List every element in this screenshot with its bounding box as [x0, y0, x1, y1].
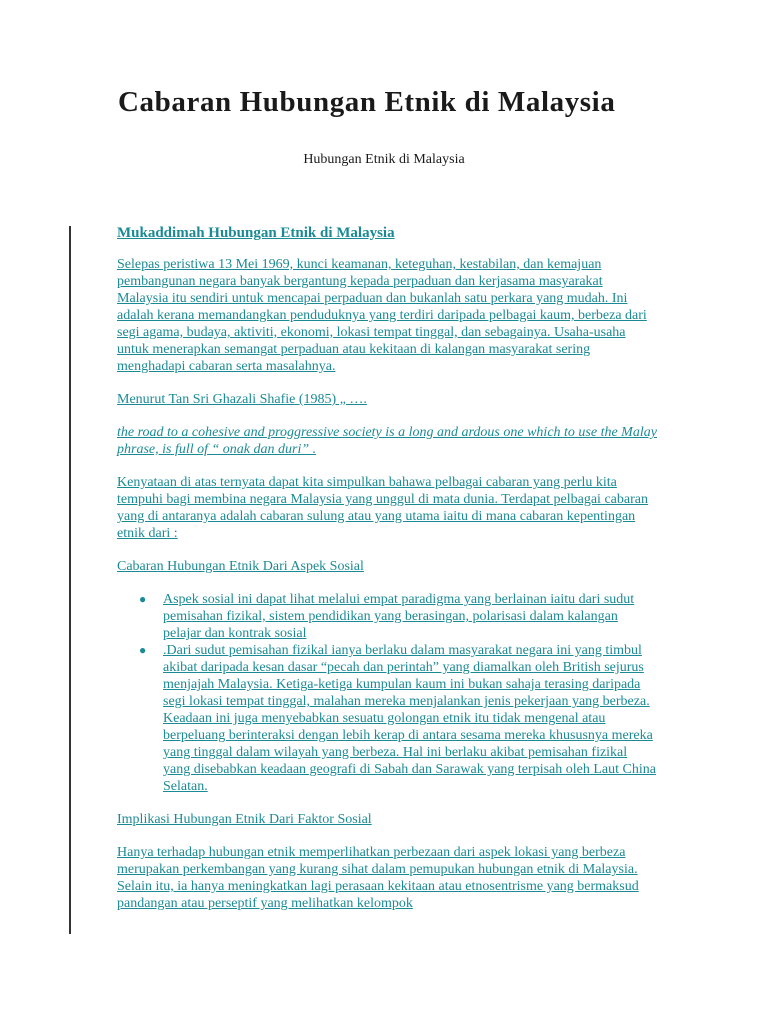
section-heading-link[interactable]: Mukaddimah Hubungan Etnik di Malaysia [117, 225, 395, 241]
quote-link[interactable]: the road to a cohesive and proggressive society is a long and ardous one which to use the Malay phrase, is full of “ onak dan duri” . [117, 425, 657, 457]
list-item[interactable] [139, 642, 657, 795]
paragraph-summary-link[interactable]: Kenyataan di atas ternyata dapat kita simpulkan bahawa pelbagai cabaran yang perlu kita tempuhi bagi membina negara Malaysia yang unggul di mata dunia. Terdapat pelbagai cabaran yang di antaranya adalah cabaran sulung atau yang utama iaitu di mana cabaran kepentingan etnik dari : [117, 475, 648, 541]
document-body [117, 225, 657, 928]
list-item-text[interactable]: Aspek sosial ini dapat lihat melalui empat paradigma yang berlainan iaitu dari sudut pemisahan fizikal, sistem pendidikan yang berasingan, polarisasi dalam kalangan pelajar dan kontrak sosial [163, 592, 635, 641]
paragraph-intro-link[interactable]: Selepas peristiwa 13 Mei 1969, kunci keamanan, keteguhan, kestabilan, dan kemajuan pembangunan negara banyak bergantung kepada perpaduan dan kerjasama masyarakat Malaysia itu sendiri untuk mencapai perpaduan dan bukanlah satu perkara yang mudah. Ini adalah kerana memandangkan penduduknya yang terdiri daripada pelbagai kaum, berbeza dari segi agama, budaya, aktiviti, ekonomi, lokasi tempat tinggal, dan sebagainya. Usaha-usaha untuk menerapkan semangat perpaduan atau kekitaan di kalangan masyarakat sering menghadapi cabaran serta masalahnya. [117, 257, 647, 374]
paragraph-citation-link[interactable]: Menurut Tan Sri Ghazali Shafie (1985) „ …. [117, 392, 367, 407]
bullet-icon: ● [139, 592, 147, 606]
list-item[interactable] [139, 591, 657, 642]
bullet-list [117, 591, 657, 795]
bullet-icon: ● [139, 643, 147, 657]
document-title: Cabaran Hubungan Etnik di Malaysia [118, 86, 616, 118]
subheading-implication-link[interactable]: Implikasi Hubungan Etnik Dari Faktor Sosial [117, 812, 372, 827]
document-subtitle: Hubungan Etnik di Malaysia [303, 152, 465, 167]
subheading-social-link[interactable]: Cabaran Hubungan Etnik Dari Aspek Sosial [117, 559, 364, 574]
paragraph-implication-link[interactable]: Hanya terhadap hubungan etnik memperlihatkan perbezaan dari aspek lokasi yang berbeza merupakan perkembangan yang kurang sihat dalam pemupukan hubungan etnik di Malaysia. Selain itu, ia hanya meningkatkan lagi perasaan kekitaan atau etnosentrisme yang bermaksud pandangan atau perseptif yang melihatkan kelompok [117, 845, 639, 911]
list-item-text[interactable]: .Dari sudut pemisahan fizikal ianya berlaku dalam masyarakat negara ini yang timbul akibat daripada kesan dasar “pecah dan perintah” yang diamalkan oleh British sejurus menjajah Malaysia. Ketiga-ketiga kumpulan kaum ini bukan sahaja terasing daripada segi lokasi tempat tinggal, malahan mereka menjalankan jenis pekerjaan yang berbeza. Keadaan ini juga menyebabkan sesuatu golongan etnik itu tidak mengenal atau berpeluang berinteraksi dengan lebih kerap di antara sesama mereka khususnya mereka yang tinggal dalam wilayah yang berbeza. Hal ini berlaku akibat pemisahan fizikal yang disebabkan keadaan geografi di Sabah dan Sarawak yang terpisah oleh Laut China Selatan. [163, 643, 656, 794]
margin-rule [69, 226, 71, 934]
